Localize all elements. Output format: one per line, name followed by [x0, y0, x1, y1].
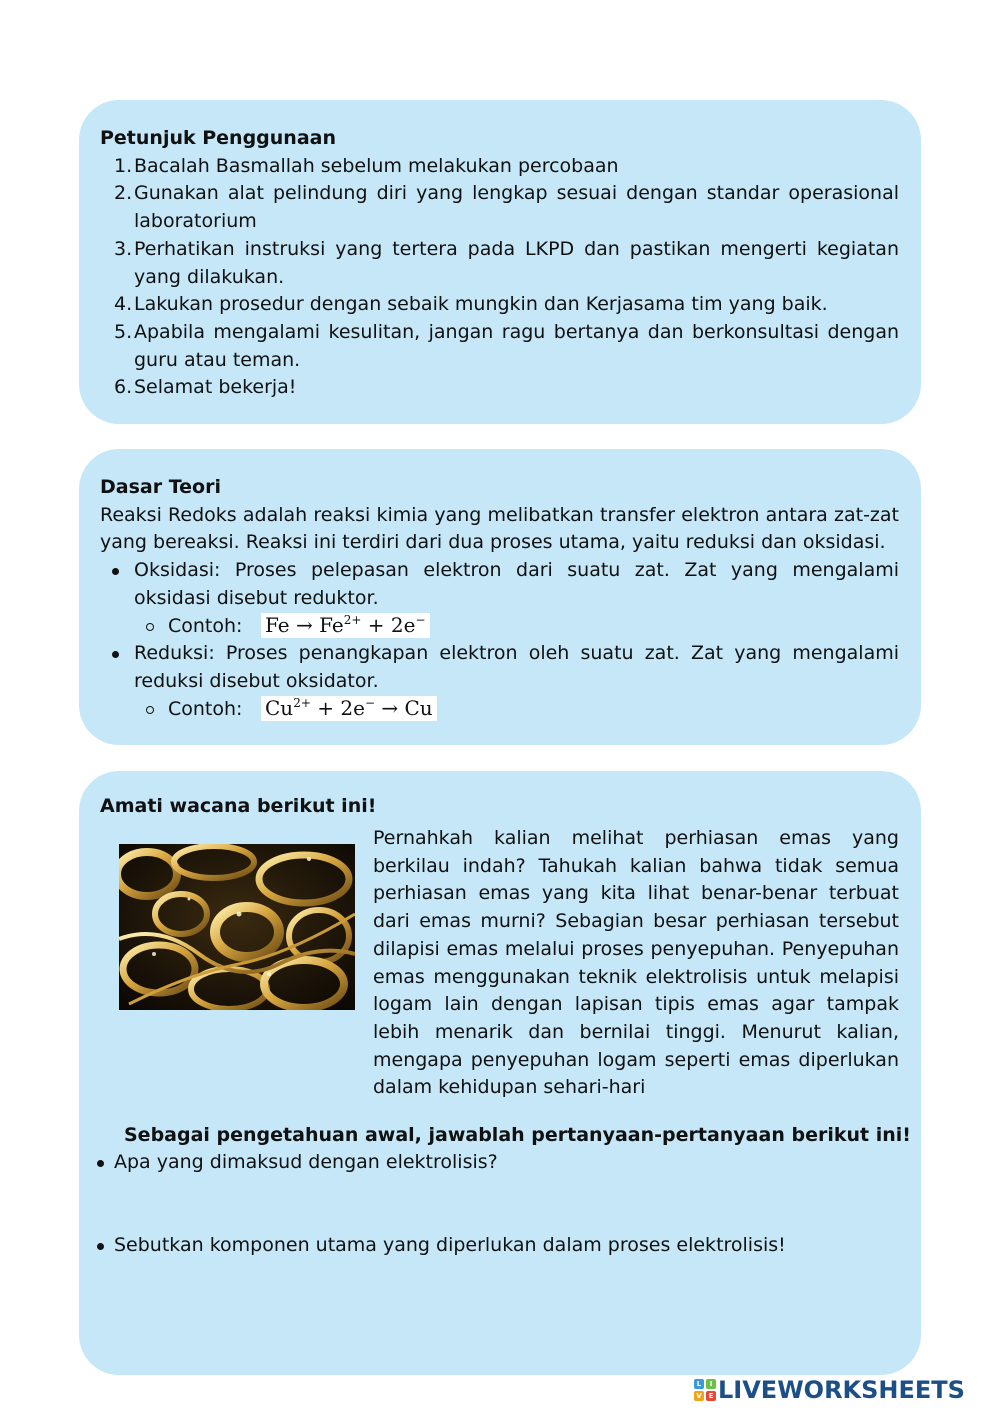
reduction-bullet: Reduksi: Proses penangkapan elektron oleh suatu zat. Zat yang mengalami reduksi disebut oksidator.: [100, 640, 899, 695]
question-item: Apa yang dimaksud dengan elektrolisis?: [96, 1149, 896, 1177]
reduction-example: [100, 696, 899, 724]
questions-prompt: Sebagai pengetahuan awal, jawablah pertanyaan-pertanyaan berikut ini!: [124, 1124, 911, 1146]
instructions-card: [79, 100, 921, 424]
liveworksheets-logo: [694, 1375, 965, 1405]
instruction-item: 5. Apabila mengalami kesulitan, jangan ragu bertanya dan berkonsultasi dengan guru atau teman.: [114, 320, 899, 371]
oxidation-example: [100, 613, 899, 641]
theory-title: Dasar Teori: [100, 476, 221, 498]
reading-card: [79, 771, 921, 1375]
instruction-item: 4. Lakukan prosedur dengan sebaik mungkin dan Kerjasama tim yang baik.: [114, 293, 828, 316]
theory-intro: Reaksi Redoks adalah reaksi kimia yang melibatkan transfer elektron antara zat-zat yang bereaksi. Reaksi ini terdiri dari dua proses utama, yaitu reduksi dan oksidasi.: [100, 503, 899, 554]
theory-card: [79, 449, 921, 745]
instructions-title: Petunjuk Penggunaan: [100, 127, 336, 149]
gold-jewelry-image: [119, 844, 355, 1010]
reduction-formula: $Cu^{2+} + 2e^- \to Cu$: [261, 696, 437, 721]
logo-grid-icon: L I V E: [694, 1379, 716, 1401]
logo-text: LIVEWORKSHEETS: [718, 1376, 965, 1404]
instruction-item: 1. Bacalah Basmallah sebelum melakukan percobaan: [114, 154, 619, 177]
question-item: Sebutkan komponen utama yang diperlukan dalam proses elektrolisis!: [96, 1232, 896, 1260]
oxidation-bullet: Oksidasi: Proses pelepasan elektron dari suatu zat. Zat yang mengalami oksidasi disebut reduktor.: [100, 557, 899, 612]
reading-title: Amati wacana berikut ini!: [100, 795, 377, 817]
example-label: Contoh:: [168, 697, 243, 720]
oxidation-formula: $Fe \to Fe^{2+} + 2e^-$: [261, 613, 430, 638]
instruction-item: 6. Selamat bekerja!: [114, 376, 297, 399]
example-label: Contoh:: [168, 614, 243, 637]
reading-passage: Pernahkah kalian melihat perhiasan emas yang berkilau indah? Tahukah kalian bahwa tidak semua perhiasan emas yang kita lihat benar-benar terbuat dari emas murni? Sebagian besar perhiasan tersebut dilapisi emas melalui proses penyepuhan. Penyepuhan emas menggunakan teknik elektrolisis untuk melapisi logam lain dengan lapisan tipis emas agar tampak lebih menarik dan bernilai tinggi. Menurut kalian, mengapa penyepuhan logam seperti emas diperlukan dalam kehidupan sehari-hari: [373, 827, 899, 1099]
instruction-item: 2. Gunakan alat pelindung diri yang lengkap sesuai dengan standar operasional laboratorium: [114, 182, 899, 233]
instruction-item: 3. Perhatikan instruksi yang tertera pada LKPD dan pastikan mengerti kegiatan yang dilakukan.: [114, 237, 899, 288]
